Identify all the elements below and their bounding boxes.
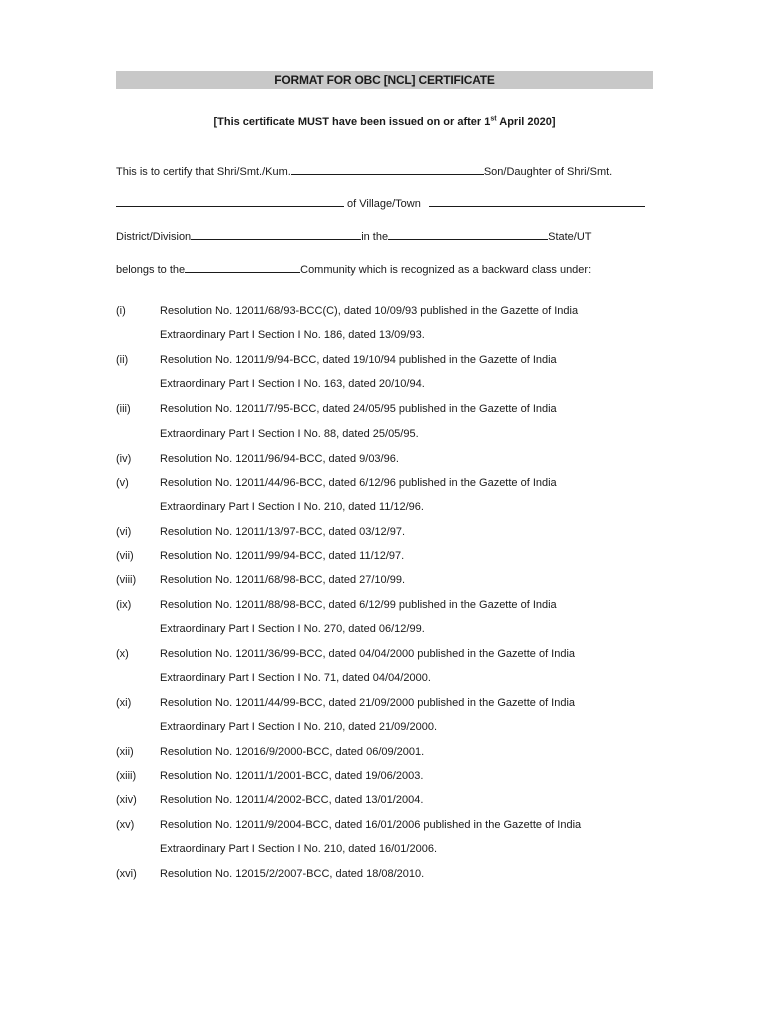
resolution-item [116, 524, 661, 540]
resolution-number: (iii) [116, 403, 131, 415]
resolution-number: (xii) [116, 746, 134, 758]
resolution-item-continuation [116, 719, 661, 735]
resolution-item [116, 548, 661, 564]
subtitle-sup: st [490, 115, 497, 123]
resolution-item-continuation [116, 426, 661, 442]
resolution-item [116, 475, 661, 491]
resolution-text-continued: Extraordinary Part I Section I No. 71, dated 04/04/2000. [160, 672, 431, 684]
resolution-item [116, 695, 661, 711]
resolution-text-continued: Extraordinary Part I Section I No. 210, dated 16/01/2006. [160, 843, 438, 855]
resolution-text: Resolution No. 12015/2/2007-BCC, dated 18/08/2010. [160, 868, 425, 880]
resolution-text: Resolution No. 12011/68/98-BCC, dated 27/10/99. [160, 574, 406, 586]
resolution-number: (xiv) [116, 794, 137, 806]
resolution-text: Resolution No. 12011/88/98-BCC, dated 6/12/99 published in the Gazette of India [160, 599, 557, 611]
name-blank-field[interactable] [291, 163, 484, 175]
resolution-number: (i) [116, 305, 126, 317]
resolution-item-continuation [116, 670, 661, 686]
resolution-text-continued: Extraordinary Part I Section I No. 270, dated 06/12/99. [160, 623, 425, 635]
resolution-item [116, 451, 661, 467]
resolution-text-continued: Extraordinary Part I Section I No. 163, dated 20/10/94. [160, 378, 425, 390]
resolution-text: Resolution No. 12011/96/94-BCC, dated 9/03/96. [160, 453, 399, 465]
resolution-number: (x) [116, 648, 129, 660]
resolution-text: Resolution No. 12011/99/94-BCC, dated 11/12/97. [160, 550, 405, 562]
resolution-text: Resolution No. 12016/9/2000-BCC, dated 06/09/2001. [160, 746, 425, 758]
subtitle-text-post: April 2020] [496, 116, 556, 128]
resolution-text: Resolution No. 12011/9/2004-BCC, dated 16/01/2006 published in the Gazette of India [160, 819, 582, 831]
resolution-text: Resolution No. 12011/68/93-BCC(C), dated 10/09/93 published in the Gazette of India [160, 305, 579, 317]
resolution-item [116, 646, 661, 662]
document-subtitle [116, 116, 653, 128]
resolution-item [116, 792, 661, 808]
form-line-2 [116, 195, 661, 211]
resolution-item [116, 817, 661, 833]
resolution-text-continued: Extraordinary Part I Section I No. 210, dated 11/12/96. [160, 501, 424, 513]
resolution-item [116, 768, 661, 784]
resolution-text: Resolution No. 12011/44/96-BCC, dated 6/12/96 published in the Gazette of India [160, 477, 557, 489]
parent-label: Son/Daughter of Shri/Smt. [483, 166, 613, 178]
resolution-text: Resolution No. 12011/1/2001-BCC, dated 19/06/2003. [160, 770, 424, 782]
resolution-item [116, 572, 661, 588]
resolution-text-continued: Extraordinary Part I Section I No. 210, dated 21/09/2000. [160, 721, 438, 733]
resolution-item-continuation [116, 327, 661, 343]
community-label: Community which is recognized as a backward class under: [300, 264, 592, 276]
resolution-text-continued: Extraordinary Part I Section I No. 186, dated 13/09/93. [160, 329, 425, 341]
resolution-text: Resolution No. 12011/13/97-BCC, dated 03/12/97. [160, 526, 406, 538]
document-title: FORMAT FOR OBC [NCL] CERTIFICATE [116, 71, 653, 89]
form-line-3 [116, 228, 661, 244]
resolution-number: (xv) [116, 819, 135, 831]
subtitle-text-pre: [This certificate MUST have been issued on or after 1 [213, 116, 491, 128]
resolution-item [116, 352, 661, 368]
state-label: State/UT [548, 231, 592, 243]
form-line-4 [116, 261, 661, 277]
resolution-text: Resolution No. 12011/44/99-BCC, dated 21/09/2000 published in the Gazette of India [160, 697, 576, 709]
resolution-number: (xvi) [116, 868, 137, 880]
resolution-item [116, 866, 661, 882]
belongs-label: belongs to the [116, 264, 186, 276]
resolution-item [116, 597, 661, 613]
district-blank-field[interactable] [191, 228, 361, 240]
resolution-number: (vii) [116, 550, 134, 562]
community-blank-field[interactable] [185, 261, 300, 273]
resolution-number: (v) [116, 477, 129, 489]
certify-label: This is to certify that Shri/Smt./Kum. [116, 166, 291, 178]
form-line-1 [116, 163, 661, 179]
resolution-item-continuation [116, 499, 661, 515]
resolution-number: (ix) [116, 599, 132, 611]
resolution-item [116, 303, 661, 319]
resolution-item-continuation [116, 621, 661, 637]
in-the-label: in the [361, 231, 389, 243]
resolution-text: Resolution No. 12011/4/2002-BCC, dated 13/01/2004. [160, 794, 424, 806]
resolution-number: (ii) [116, 354, 129, 366]
resolution-number: (vi) [116, 526, 132, 538]
village-label: of Village/Town [344, 198, 421, 210]
village-blank-field[interactable] [429, 195, 645, 207]
resolution-number: (iv) [116, 453, 132, 465]
resolution-number: (xiii) [116, 770, 137, 782]
resolution-number: (viii) [116, 574, 137, 586]
resolution-text-continued: Extraordinary Part I Section I No. 88, dated 25/05/95. [160, 428, 419, 440]
resolution-text: Resolution No. 12011/7/95-BCC, dated 24/05/95 published in the Gazette of India [160, 403, 557, 415]
district-label: District/Division [116, 231, 192, 243]
state-blank-field[interactable] [388, 228, 548, 240]
resolution-text: Resolution No. 12011/9/94-BCC, dated 19/10/94 published in the Gazette of India [160, 354, 557, 366]
resolution-number: (xi) [116, 697, 132, 709]
resolution-item-continuation [116, 376, 661, 392]
resolution-text: Resolution No. 12011/36/99-BCC, dated 04/04/2000 published in the Gazette of India [160, 648, 576, 660]
parent-name-blank-field[interactable] [116, 195, 344, 207]
resolution-item [116, 744, 661, 760]
resolution-item [116, 401, 661, 417]
resolution-item-continuation [116, 841, 661, 857]
